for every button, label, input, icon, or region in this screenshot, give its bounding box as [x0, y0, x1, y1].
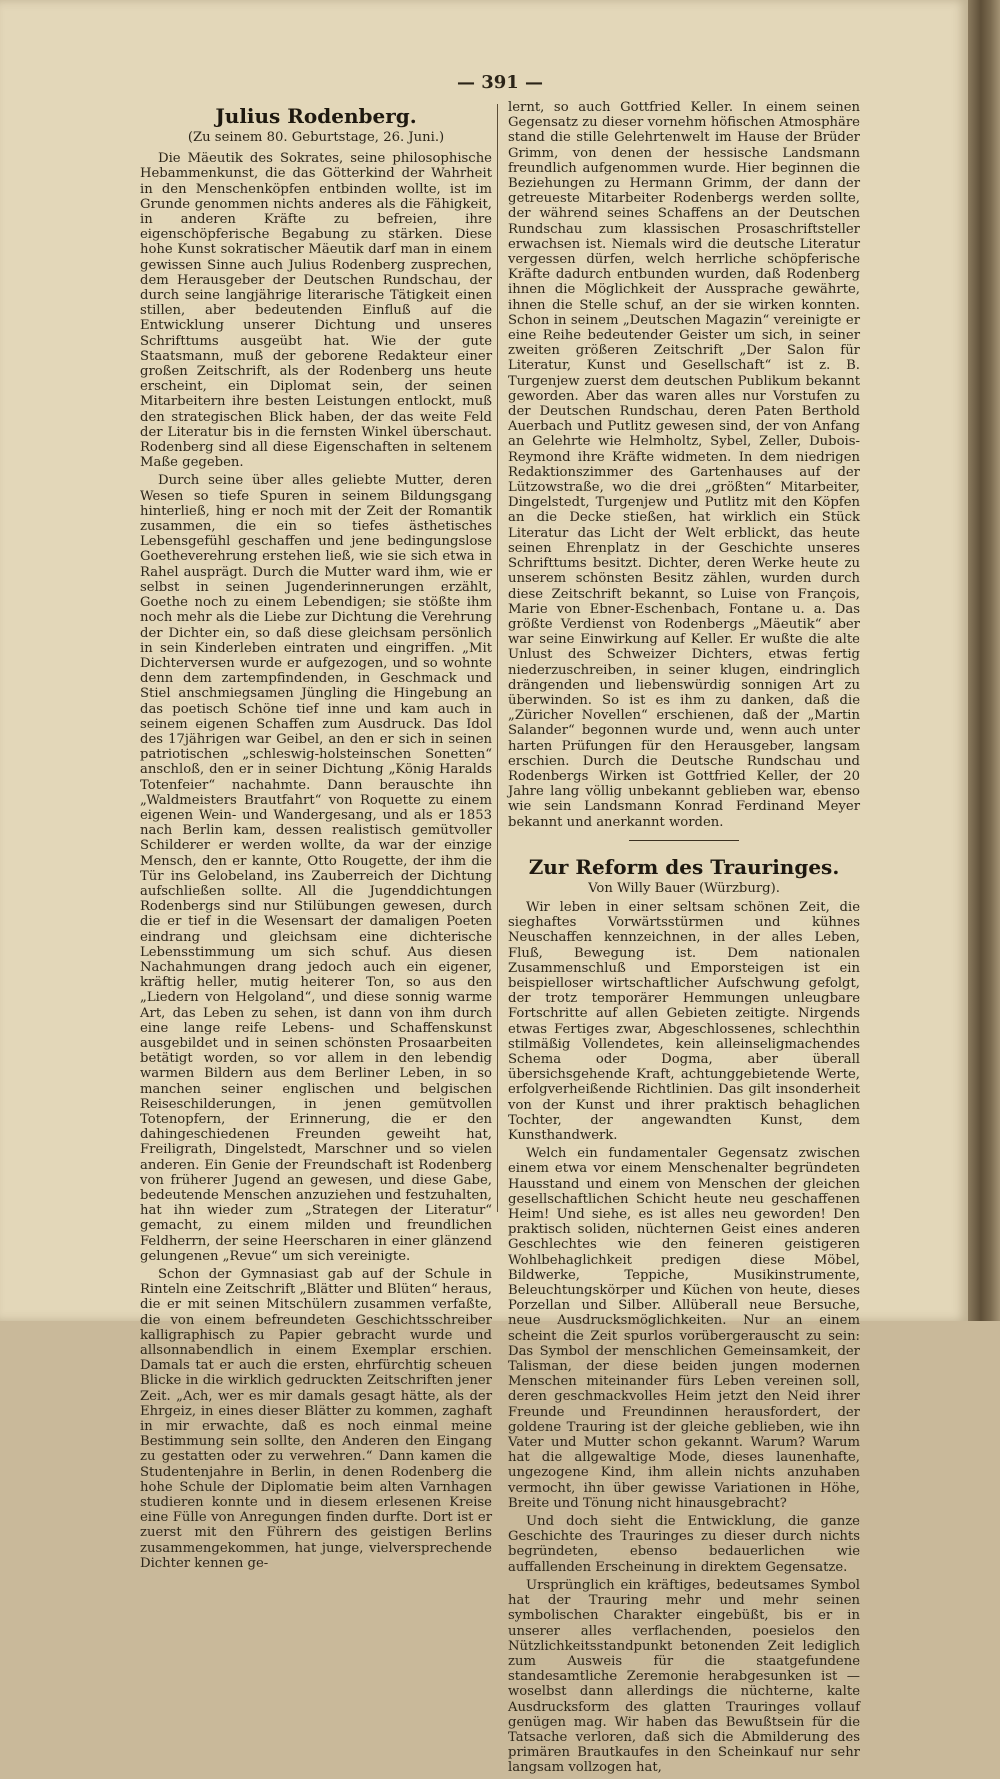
article2-paragraph: Und doch sieht die Entwicklung, die ganze Geschichte des Trauringes zu dieser durch nichts begründeten, ebenso bedauerlichen wie auffallenden Erscheinung in direktem Gegensatze.	[508, 1514, 860, 1575]
article1-paragraph: Durch seine über alles geliebte Mutter, deren Wesen so tiefe Spuren in seinem Bildungsgang hinterließ, hing er noch mit der Zeit der Romantik zusammen, die ein so tiefes ästhetisches Lebensgefühl geschaffen und jene bedingungslose Goetheverehrung erstehen ließ, wie sie sich etwa in Rahel ausprägt. Durch die Mutter ward ihm, wie er selbst in seinen Jugenderinnerungen erzählt, Goethe noch zu einem Lebendigen; sie stößte ihm noch mehr als die Liebe zur Dichtung die Verehrung der Dichter ein, so daß diese gleichsam persönlich in sein Kinderleben eintraten und eingriffen. „Mit Dichterversen wurde er aufgezogen, und so wohnte denn dem zartempfindenden, in Geschmack und Stiel anschmiegsamen Jüngling die Hingebung an das poetisch Schöne tief inne und kam auch in seinem eigenen Schaffen zum Ausdruck. Das Idol des 17jährigen war Geibel, an den er sich in seinen patriotischen „schleswig-holsteinschen Sonetten“ anschloß, den er in seiner Dichtung „König Haralds Totenfeier“ nachahmte. Dann berauschte ihn „Waldmeisters Brautfahrt“ von Roquette zu einem eigenen Wein- und Wandergesang, und als er 1853 nach Berlin kam, dessen realistisch gemütvoller Schilderer er werden wollte, da war der einzige Mensch, den er kannte, Otto Rougette, der ihm die Tür ins Gelobeland, ins Zauberreich der Dichtung aufschließen sollte. All die Jugenddichtungen Rodenbergs sind nur Stilübungen gewesen, durch die er tief in die Wesensart der damaligen Poeten eindrang und gleichsam eine dichterische Lebensstimmung um sich schuf. Aus diesen Nachahmungen drang jedoch auch ein eigener, kräftig heller, mutig heiterer Ton, so aus den „Liedern von Helgoland“, und diese sonnig warme Art, das Leben zu sehen, ist dann von ihm durch eine lange reife Lebens- und Schaffenskunst ausgebildet und in seinen schönsten Prosaarbeiten betätigt worden, so vor allem in den lebendig warmen Bildern aus dem Berliner Leben, in so manchen seiner englischen und belgischen Reiseschilderungen, in jenen gemütvollen Totenopfern, der Erinnerung, die er den dahingeschiedenen Freunden geweiht hat, Freiligrath, Dingelstedt, Marschner und so vielen anderen. Ein Genie der Freundschaft ist Rodenberg von früherer Jugend an gewesen, und diese Gabe, bedeutende Menschen anzuziehen und festzuhalten, hat ihn wieder zum „Strategen der Literatur“ gemacht, zu einem milden und freundlichen Feldherrn, der seine Heerscharen in einer glänzend gelungenen „Revue“ um sich vereinigte.	[140, 473, 492, 1264]
column-divider	[497, 104, 498, 1212]
book-binding	[968, 0, 1000, 1321]
article2-byline: Von Willy Bauer (Würzburg).	[588, 880, 780, 896]
page-number: — 391 —	[456, 72, 544, 93]
article1-continuation: lernt, so auch Gottfried Keller. In einem seinen Gegensatz zu dieser vornehm höfischen Atmosphäre stand die stille Gelehrtenwelt im Hause der Brüder Grimm, von denen der hessische Landsmann freundlich aufgenommen wurde. Hier beginnen die Beziehungen zu Hermann Grimm, der dann der getreueste Mitarbeiter Rodenbergs werden sollte, der während seines Schaffens an der Deutschen Rundschau zum klassischen Prosaschriftsteller erwachsen ist. Niemals wird die deutsche Literatur vergessen dürfen, welch herrliche schöpferische Kräfte dadurch entbunden wurden, daß Rodenberg ihnen die Möglichkeit der Aussprache gewährte, ihnen die Stelle schuf, an der sie wirken konnten. Schon in seinem „Deutschen Magazin“ vereinigte er eine Reihe bedeutender Geister um sich, in seiner zweiten größeren Zeitschrift „Der Salon für Literatur, Kunst und Gesellschaft“ ist z. B. Turgenjew zuerst dem deutschen Publikum bekannt geworden. Aber das waren alles nur Vorstufen zu der Deutschen Rundschau, deren Paten Berthold Auerbach und Putlitz gewesen sind, der von Anfang an Gelehrte wie Helmholtz, Sybel, Zeller, Dubois-Reymond ihre Kräfte widmeten. In dem niedrigen Redaktionszimmer des Gartenhauses auf der Lützowstraße, wo die drei „größten“ Mitarbeiter, Dingelstedt, Turgenjew und Putlitz mit den Köpfen an die Decke stießen, hat wirklich ein Stück Literatur das Licht der Welt erblickt, das heute seinen Ehrenplatz in der Geschichte unseres Schrifttums besitzt. Dichter, deren Werke heute zu unserem schönsten Besitz zählen, wurden durch diese Zeitschrift bekannt, so Luise von François, Marie von Ebner-Eschenbach, Fontane u. a. Das größte Verdienst von Rodenbergs „Mäeutik“ aber war seine Einwirkung auf Keller. Er wußte die alte Unlust des Schweizer Dichters, etwas fertig niederzuschreiben, in seiner klugen, eindringlich drängenden und liebenswürdig sonnigen Art zu überwinden. So ist es ihm zu danken, daß die „Züricher Novellen“ erschienen, daß der „Martin Salander“ begonnen wurde und, wenn auch unter harten Prüfungen für den Herausgeber, langsam erschien. Durch die Deutsche Rundschau und Rodenbergs Wirken ist Gottfried Keller, der 20 Jahre lang völlig unbekannt geblieben war, ebenso wie sein Landsmann Konrad Ferdinand Meyer bekannt und anerkannt worden.	[508, 100, 860, 830]
article1-title: Julius Rodenberg.	[215, 104, 417, 128]
article-separator	[629, 840, 739, 841]
right-column	[508, 100, 860, 1779]
article2-paragraph: Ursprünglich ein kräftiges, bedeutsames Symbol hat der Trauring mehr und mehr seinen symbolischen Charakter eingebüßt, bis er in unserer alles verflachenden, poesielos den Nützlichkeitsstandpunkt betonenden Zeit lediglich zum Ausweis für die staatgefundene standesamtliche Zeremonie herabgesunken ist — woselbst dann allerdings die nüchterne, kalte Ausdrucksform des glatten Trauringes vollauf genügen mag. Wir haben das Bewußtsein für die Tatsache verloren, daß sich die Abmilderung des primären Brautkaufes in den Scheinkauf nur sehr langsam vollzogen hat,	[508, 1577, 860, 1776]
article1-subtitle: (Zu seinem 80. Geburtstage, 26. Juni.)	[187, 130, 445, 145]
article1-paragraph: Die Mäeutik des Sokrates, seine philosophische Hebammenkunst, die das Götterkind der Wahrheit in den Menschenköpfen entbinden wollte, ist im Grunde genommen nichts anderes als die Fähigkeit, in anderen Kräfte zu befreien, ihre eigenschöpferische Begabung zu stärken. Diese hohe Kunst sokratischer Mäeutik darf man in einem gewissen Sinne auch Julius Rodenberg zusprechen, dem Herausgeber der Deutschen Rundschau, der durch seine langjährige literarische Tätigkeit einen stillen, aber bedeutenden Einfluß auf die Entwicklung unserer Dichtung und unseres Schrifttums ausgeübt hat. Wie der gute Staatsmann, muß der geborene Redakteur einer großen Zeitschrift, als der Rodenberg uns heute erscheint, ein Diplomat sein, der seinen Mitarbeitern ihre besten Leistungen entlockt, muß den strategischen Blick haben, der das weite Feld der Literatur bis in die fernsten Winkel überschaut. Rodenberg sind all diese Eigenschaften in seltenem Maße gegeben.	[140, 151, 492, 471]
left-column	[140, 100, 492, 1574]
article1-paragraph: Schon der Gymnasiast gab auf der Schule in Rinteln eine Zeitschrift „Blätter und Blüten“ heraus, die er mit seinen Mitschülern zusammen verfaßte, die von einem befreundeten Geschichtsschreiber kalligraphisch zu Papier gebracht wurde und allsonnabendlich in einem Exemplar erschien. Damals tat er auch die ersten, ehrfürchtig scheuen Blicke in die wirklich gedruckten Zeitschriften jener Zeit. „Ach, wer es mir damals gesagt hätte, als der Ehrgeiz, in eines dieser Blätter zu kommen, zaghaft in mir erwachte, daß es noch einmal meine Bestimmung sein sollte, den Anderen den Eingang zu gestatten oder zu verwehren.“ Dann kamen die Studentenjahre in Berlin, in denen Rodenberg die hohe Schule der Diplomatie beim alten Varnhagen studieren konnte und in diesem erlesenen Kreise eine Fülle von Anregungen finden durfte. Dort ist er zuerst mit den Führern des geistigen Berlins zusammengekommen, hat junge, vielversprechende Dichter kennen ge-	[140, 1267, 492, 1571]
article2-paragraph: Wir leben in einer seltsam schönen Zeit, die sieghaftes Vorwärtsstürmen und kühnes Neuschaffen kennzeichnen, in der alles Leben, Fluß, Bewegung ist. Dem nationalen Zusammenschluß und Emporsteigen ist ein beispielloser wirtschaftlicher Aufschwung gefolgt, der trotz temporärer Hemmungen unleugbare Fortschritte auf allen Gebieten zeitigte. Nirgends etwas Fertiges zwar, Abgeschlossenes, schlechthin stilmäßig Vollendetes, kein alleinseligmachendes Schema oder Dogma, aber überall übersichsgehende Kraft, achtunggebietende Werte, erfolgverheißende Richtlinien. Das gilt insonderheit von der Kunst und ihrer praktisch behaglichen Tochter, der angewandten Kunst, dem Kunsthandwerk.	[508, 899, 860, 1143]
article2-paragraph: Welch ein fundamentaler Gegensatz zwischen einem etwa vor einem Menschenalter begründeten Hausstand und einem von Menschen der gleichen gesellschaftlichen Schicht heute neu geschaffenen Heim! Und siehe, es ist alles neu geworden! Den praktisch soliden, nüchternen Geist eines anderen Geschlechtes wie den feineren geistigeren Wohlbehaglichkeit predigen diese Möbel, Bildwerke, Teppiche, Musikinstrumente, Beleuchtungskörper und Küchen von heute, dieses Porzellan und Silber. Allüberall neue Bersuche, neue Ausdrucksmöglichkeiten. Nur an einem scheint die Zeit spurlos vorübergerauscht zu sein: Das Symbol der menschlichen Gemeinsamkeit, der Talisman, der diese beiden jungen modernen Menschen miteinander fürs Leben vereinen soll, deren geschmackvolles Heim jetzt den Neid ihrer Freunde und Freundinnen herausfordert, der goldene Trauring ist der gleiche geblieben, wie ihn Vater und Mutter schon gekannt. Warum? Warum hat die allgewaltige Mode, dieses launenhafte, ungezogene Kind, ihm allein nichts anzuhaben vermocht, ihn über gewisse Variationen in Höhe, Breite und Tönung nicht hinausgebracht?	[508, 1146, 860, 1511]
article2-title: Zur Reform des Trauringes.	[528, 854, 840, 879]
